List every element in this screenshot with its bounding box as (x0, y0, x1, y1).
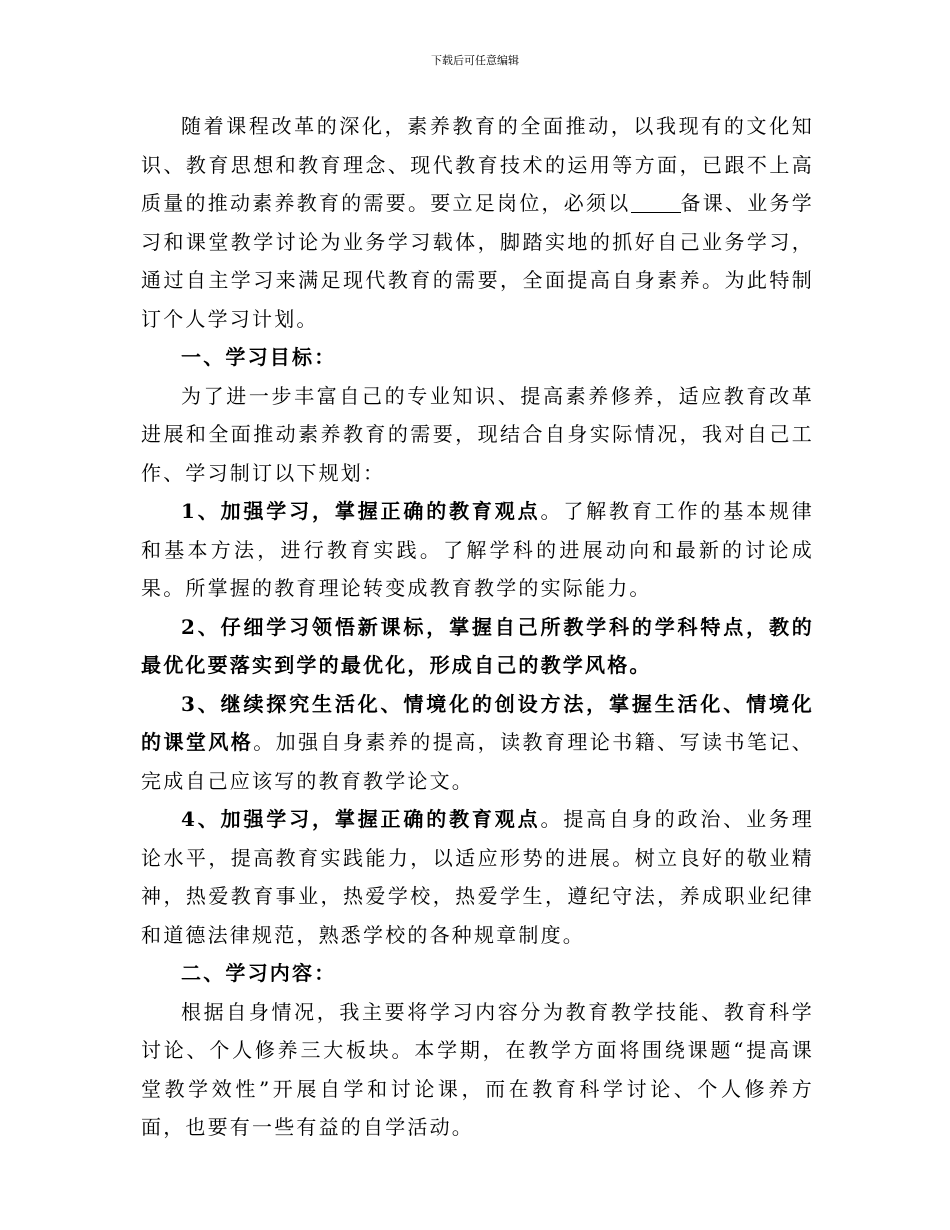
intro-paragraph (141, 107, 814, 338)
header-note: 下载后可任意编辑 (431, 54, 519, 67)
content-paragraph: 根据自身情况，我主要将学习内容分为教育教学技能、教育科学讨论、个人修养三大板块。本学期，在教学方面将围绕课题“提高课堂教学效性”开展自学和讨论课，而在教育科学讨论、个人修养方面，也要有一些有益的自学活动。 (141, 999, 814, 1139)
goals-intro-paragraph: 为了进一步丰富自己的专业知识、提高素养修养，适应教育改革进展和全面推动素养教育的需要，现结合自身实际情况，我对自己工作、学习制订以下规划： (141, 383, 814, 485)
goal-item-bold: 4、加强学习，掌握正确的教育观点 (181, 807, 541, 831)
goal-item-text: 。提高自身的政治、业务理论水平，提高教育实践能力，以适应形势的进展。树立良好的敬业精神，热爱教育事业，热爱学校，热爱学生，遵纪守法，养成职业纪律和道德法律规范，熟悉学校的各种规章制度。 (141, 807, 814, 947)
goal-item (141, 800, 814, 954)
goal-item-bold: 2、仔细学习领悟新课标，掌握自己所教学科的学科特点，教的最优化要落实到学的最优化，形成自己的教学风格。 (141, 614, 814, 677)
goal-item-text: 。加强自身素养的提高，读教育理论书籍、写读书笔记、完成自己应该写的教育教学论文。 (141, 730, 815, 793)
goal-item (141, 685, 814, 801)
goal-item (141, 492, 814, 608)
goal-item-bold: 1、加强学习，掌握正确的教育观点 (181, 499, 541, 523)
document-body (141, 107, 814, 1147)
intro-text-after-blank: 备课、业务学习和课堂教学讨论为业务学习载体，脚踏实地的抓好自己业务学习，通过自主学习来满足现代教育的需要，全面提高自身素养。为此特制订个人学习计划。 (141, 191, 814, 331)
fill-in-blank (631, 192, 681, 213)
goal-item-text: 。了解教育工作的基本规律和基本方法，进行教育实践。了解学科的进展动向和最新的讨论成果。所掌握的教育理论转变成教育教学的实际能力。 (141, 499, 814, 600)
section-heading-content: 二、学习内容： (181, 961, 337, 985)
goal-item-bold: 3、继续探究生活化、情境化的创设方法，掌握生活化、情境化的课堂风格 (141, 691, 814, 754)
intro-text-before-blank: 随着课程改革的深化，素养教育的全面推动，以我现有的文化知识、教育思想和教育理念、现代教育技术的运用等方面，已跟不上高质量的推动素养教育的需要。要立足岗位，必须以 (141, 114, 814, 215)
goal-item (141, 608, 814, 685)
section-heading-goals: 一、学习目标： (181, 345, 337, 369)
